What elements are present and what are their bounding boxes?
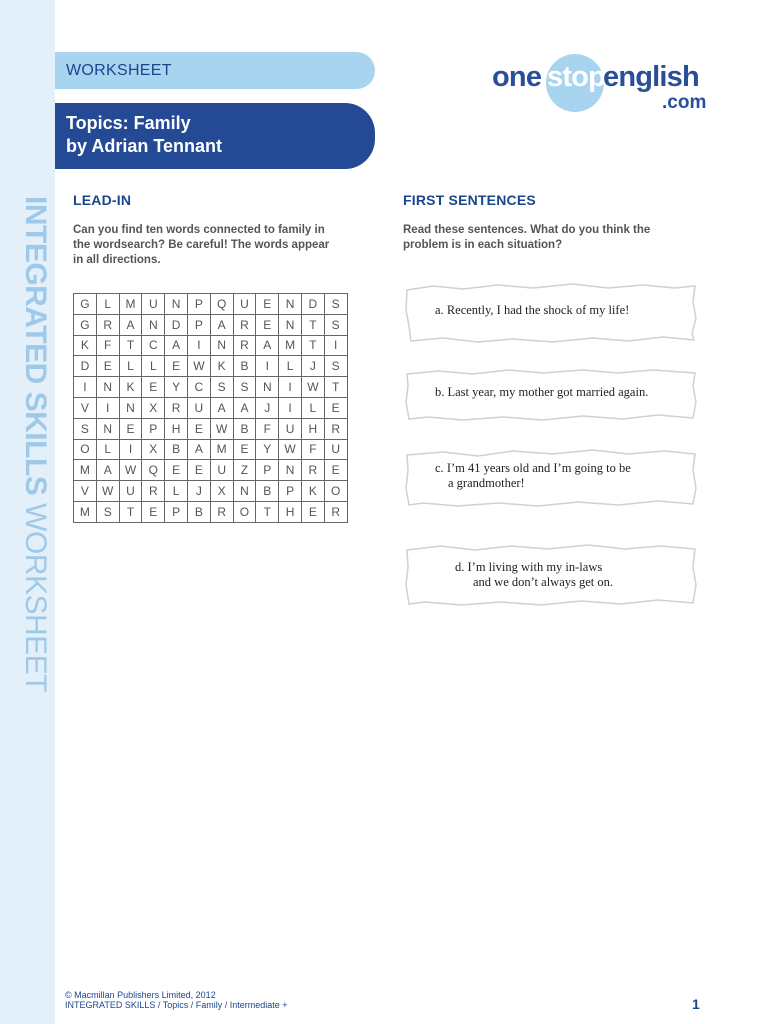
grid-cell: R	[301, 460, 324, 481]
logo-one: one	[492, 61, 542, 93]
grid-cell: Y	[256, 439, 279, 460]
grid-cell: U	[324, 439, 347, 460]
grid-cell: P	[279, 481, 302, 502]
grid-cell: R	[210, 501, 233, 522]
grid-cell: E	[142, 377, 165, 398]
first-sentences-heading: FIRST SENTENCES	[403, 192, 536, 208]
grid-cell: I	[74, 377, 97, 398]
copyright: © Macmillan Publishers Limited, 2012	[65, 990, 216, 1000]
grid-cell: V	[74, 481, 97, 502]
grid-cell: B	[233, 356, 256, 377]
grid-cell: I	[256, 356, 279, 377]
grid-cell: I	[119, 439, 142, 460]
grid-cell: E	[256, 294, 279, 315]
grid-cell: G	[74, 314, 97, 335]
grid-cell: N	[279, 294, 302, 315]
author: by Adrian Tennant	[66, 136, 223, 156]
grid-cell: N	[233, 481, 256, 502]
worksheet-label: WORKSHEET	[55, 52, 375, 89]
sentence-line: a grandmother!	[448, 476, 525, 490]
grid-cell: U	[279, 418, 302, 439]
grid-cell: P	[187, 314, 210, 335]
grid-cell: E	[324, 460, 347, 481]
grid-row	[74, 439, 348, 460]
grid-cell: P	[142, 418, 165, 439]
side-title-light: WORKSHEET	[19, 503, 52, 692]
grid-row	[74, 418, 348, 439]
grid-cell: U	[233, 294, 256, 315]
grid-cell: U	[142, 294, 165, 315]
grid-cell: V	[74, 397, 97, 418]
grid-cell: C	[142, 335, 165, 356]
grid-cell: S	[324, 314, 347, 335]
sentence-line: Recently, I had the shock of my life!	[446, 303, 630, 317]
onestopenglish-logo	[492, 60, 722, 120]
grid-cell: Q	[210, 294, 233, 315]
grid-cell: S	[233, 377, 256, 398]
side-title	[20, 196, 50, 692]
grid-cell: X	[210, 481, 233, 502]
grid-row	[74, 356, 348, 377]
grid-cell: E	[301, 501, 324, 522]
grid-cell: R	[96, 314, 119, 335]
grid-row	[74, 501, 348, 522]
grid-cell: E	[165, 356, 188, 377]
sentence-c	[435, 461, 631, 491]
torn-note-d	[403, 543, 698, 605]
grid-cell: B	[233, 418, 256, 439]
grid-cell: P	[165, 501, 188, 522]
grid-cell: E	[142, 501, 165, 522]
grid-cell: K	[119, 377, 142, 398]
sentence-line: and we don’t always get on.	[473, 575, 614, 589]
grid-cell: W	[119, 460, 142, 481]
grid-row	[74, 335, 348, 356]
grid-cell: U	[119, 481, 142, 502]
grid-cell: U	[187, 397, 210, 418]
grid-cell: H	[301, 418, 324, 439]
grid-cell: E	[96, 356, 119, 377]
grid-cell: S	[96, 501, 119, 522]
grid-cell: I	[279, 377, 302, 398]
grid-cell: E	[187, 460, 210, 481]
grid-cell: M	[74, 460, 97, 481]
grid-row	[74, 397, 348, 418]
grid-cell: F	[96, 335, 119, 356]
grid-cell: J	[256, 397, 279, 418]
grid-cell: D	[301, 294, 324, 315]
grid-cell: W	[279, 439, 302, 460]
grid-cell: Q	[142, 460, 165, 481]
grid-cell: T	[301, 314, 324, 335]
grid-cell: J	[187, 481, 210, 502]
grid-cell: S	[324, 294, 347, 315]
grid-cell: N	[142, 314, 165, 335]
grid-cell: R	[142, 481, 165, 502]
grid-cell: M	[74, 501, 97, 522]
grid-cell: A	[165, 335, 188, 356]
grid-cell: B	[165, 439, 188, 460]
grid-cell: X	[142, 439, 165, 460]
sentence-b	[435, 385, 648, 400]
title-block	[55, 103, 375, 169]
grid-cell: N	[96, 377, 119, 398]
grid-row	[74, 314, 348, 335]
grid-cell: T	[324, 377, 347, 398]
grid-cell: K	[74, 335, 97, 356]
grid-cell: T	[301, 335, 324, 356]
page-title: Topics: Family	[66, 113, 191, 133]
grid-cell: A	[210, 314, 233, 335]
grid-cell: B	[187, 501, 210, 522]
sentence-letter: a.	[435, 303, 444, 317]
torn-note-b	[403, 368, 698, 430]
grid-cell: R	[233, 335, 256, 356]
grid-cell: A	[233, 397, 256, 418]
grid-cell: M	[210, 439, 233, 460]
grid-cell: O	[74, 439, 97, 460]
grid-cell: G	[74, 294, 97, 315]
grid-cell: N	[165, 294, 188, 315]
grid-cell: H	[279, 501, 302, 522]
grid-cell: N	[210, 335, 233, 356]
grid-cell: K	[210, 356, 233, 377]
grid-cell: W	[187, 356, 210, 377]
grid-cell: A	[210, 397, 233, 418]
sentence-letter: b.	[435, 385, 445, 399]
grid-cell: N	[279, 460, 302, 481]
logo-english: english	[603, 61, 699, 93]
grid-cell: U	[210, 460, 233, 481]
grid-cell: T	[119, 501, 142, 522]
grid-cell: L	[165, 481, 188, 502]
logo-stop: stop	[547, 61, 606, 93]
side-title-bold: INTEGRATED SKILLS	[19, 196, 52, 496]
grid-cell: M	[119, 294, 142, 315]
grid-cell: R	[233, 314, 256, 335]
grid-cell: W	[210, 418, 233, 439]
grid-cell: I	[279, 397, 302, 418]
grid-cell: N	[256, 377, 279, 398]
sentence-a	[435, 303, 629, 318]
grid-cell: K	[301, 481, 324, 502]
grid-cell: O	[324, 481, 347, 502]
grid-cell: N	[96, 418, 119, 439]
first-sentences-instructions	[403, 223, 650, 253]
grid-cell: E	[256, 314, 279, 335]
grid-cell: A	[187, 439, 210, 460]
sentence-line: Last year, my mother got married again.	[447, 385, 649, 399]
wordsearch-grid	[73, 293, 348, 523]
grid-cell: Y	[165, 377, 188, 398]
grid-cell: T	[119, 335, 142, 356]
instruction-line: in all directions.	[73, 254, 161, 266]
grid-cell: P	[187, 294, 210, 315]
footer	[65, 990, 288, 1010]
grid-cell: D	[74, 356, 97, 377]
grid-cell: I	[324, 335, 347, 356]
grid-cell: M	[279, 335, 302, 356]
grid-cell: E	[233, 439, 256, 460]
logo-com: .com	[662, 92, 707, 113]
grid-cell: F	[256, 418, 279, 439]
grid-cell: P	[256, 460, 279, 481]
grid-cell: E	[324, 397, 347, 418]
grid-cell: N	[279, 314, 302, 335]
grid-cell: L	[96, 294, 119, 315]
grid-cell: S	[324, 356, 347, 377]
grid-cell: S	[74, 418, 97, 439]
sentence-line: I’m living with my in-laws	[467, 560, 603, 574]
torn-note-a	[403, 282, 698, 344]
grid-cell: R	[165, 397, 188, 418]
grid-cell: A	[119, 314, 142, 335]
instruction-line: Can you find ten words connected to family in	[73, 224, 325, 236]
grid-cell: L	[96, 439, 119, 460]
grid-row	[74, 294, 348, 315]
sentence-line: I’m 41 years old and I’m going to be	[446, 461, 631, 475]
grid-cell: R	[324, 418, 347, 439]
grid-cell: J	[301, 356, 324, 377]
grid-row	[74, 377, 348, 398]
grid-row	[74, 481, 348, 502]
grid-cell: I	[187, 335, 210, 356]
sentence-d	[455, 560, 613, 590]
grid-cell: B	[256, 481, 279, 502]
grid-cell: E	[165, 460, 188, 481]
grid-cell: S	[210, 377, 233, 398]
grid-cell: L	[119, 356, 142, 377]
instruction-line: problem is in each situation?	[403, 239, 563, 251]
grid-cell: T	[256, 501, 279, 522]
breadcrumb: INTEGRATED SKILLS / Topics / Family / Intermediate +	[65, 1000, 288, 1010]
grid-cell: E	[119, 418, 142, 439]
sentence-letter: d.	[455, 560, 465, 574]
grid-cell: L	[142, 356, 165, 377]
grid-cell: A	[96, 460, 119, 481]
grid-cell: N	[119, 397, 142, 418]
lead-in-heading: LEAD-IN	[73, 192, 132, 208]
grid-cell: O	[233, 501, 256, 522]
grid-cell: Z	[233, 460, 256, 481]
torn-note-c	[403, 448, 698, 510]
grid-row	[74, 460, 348, 481]
sentence-letter: c.	[435, 461, 444, 475]
instruction-line: Read these sentences. What do you think the	[403, 224, 651, 236]
grid-cell: L	[301, 397, 324, 418]
grid-cell: F	[301, 439, 324, 460]
grid-cell: H	[165, 418, 188, 439]
instruction-line: the wordsearch? Be careful! The words appear	[73, 239, 330, 251]
grid-cell: I	[96, 397, 119, 418]
grid-cell: W	[301, 377, 324, 398]
grid-cell: L	[279, 356, 302, 377]
grid-cell: X	[142, 397, 165, 418]
grid-cell: C	[187, 377, 210, 398]
page-number: 1	[692, 996, 700, 1012]
grid-cell: E	[187, 418, 210, 439]
grid-cell: R	[324, 501, 347, 522]
grid-cell: A	[256, 335, 279, 356]
lead-in-instructions	[73, 223, 329, 268]
grid-cell: D	[165, 314, 188, 335]
grid-cell: W	[96, 481, 119, 502]
